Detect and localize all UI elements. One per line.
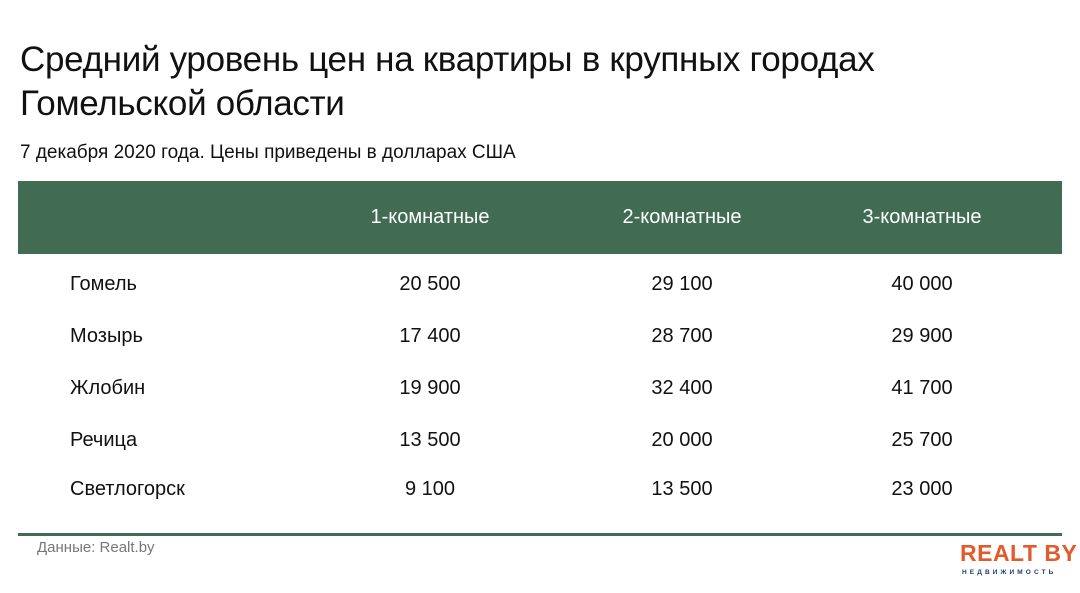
price-cell: 25 700 — [891, 428, 953, 451]
data-source-note: Данные: Realt.by — [37, 539, 155, 556]
table-row — [18, 414, 1062, 466]
price-cell: 20 000 — [651, 428, 713, 451]
price-cell: 29 900 — [891, 324, 953, 347]
price-cell: 13 500 — [399, 428, 461, 451]
header-cell-2-room: 2-комнатные — [622, 206, 742, 228]
price-cell: 28 700 — [651, 324, 713, 347]
price-cell: 19 900 — [399, 376, 461, 399]
logo-tagline: НЕДВИЖИМОСТЬ — [962, 569, 1057, 576]
city-name: Жлобин — [70, 376, 146, 399]
price-cell: 17 400 — [399, 324, 461, 347]
price-cell: 13 500 — [582, 466, 782, 535]
chart-subtitle: 7 декабря 2020 года. Цены приведены в долларах США — [20, 142, 516, 163]
table-header-row — [18, 181, 1062, 254]
table-row — [18, 466, 1062, 535]
price-cell: 23 000 — [782, 466, 1062, 535]
price-cell: 32 400 — [651, 376, 713, 399]
table-row — [18, 310, 1062, 362]
price-cell: 9 100 — [278, 466, 582, 535]
chart-title: Средний уровень цен на квартиры в крупных городах Гомельской области — [20, 40, 875, 123]
price-cell: 40 000 — [891, 272, 953, 295]
price-cell: 29 100 — [651, 272, 713, 295]
city-name: Гомель — [70, 272, 137, 295]
header-cell-3-room: 3-комнатные — [862, 206, 982, 228]
price-cell: 20 500 — [399, 272, 461, 295]
city-name: Речица — [70, 428, 138, 451]
header-cell-1-room: 1-комнатные — [370, 206, 490, 228]
price-table — [18, 181, 1062, 536]
realt-logo[interactable] — [958, 540, 1078, 580]
city-name: Мозырь — [70, 324, 143, 347]
city-name: Светлогорск — [18, 466, 278, 535]
table-row — [18, 362, 1062, 414]
price-cell: 41 700 — [891, 376, 953, 399]
header-cell-city — [18, 181, 278, 254]
logo-wordmark: REALT BY — [960, 540, 1078, 566]
table-row — [18, 254, 1062, 310]
